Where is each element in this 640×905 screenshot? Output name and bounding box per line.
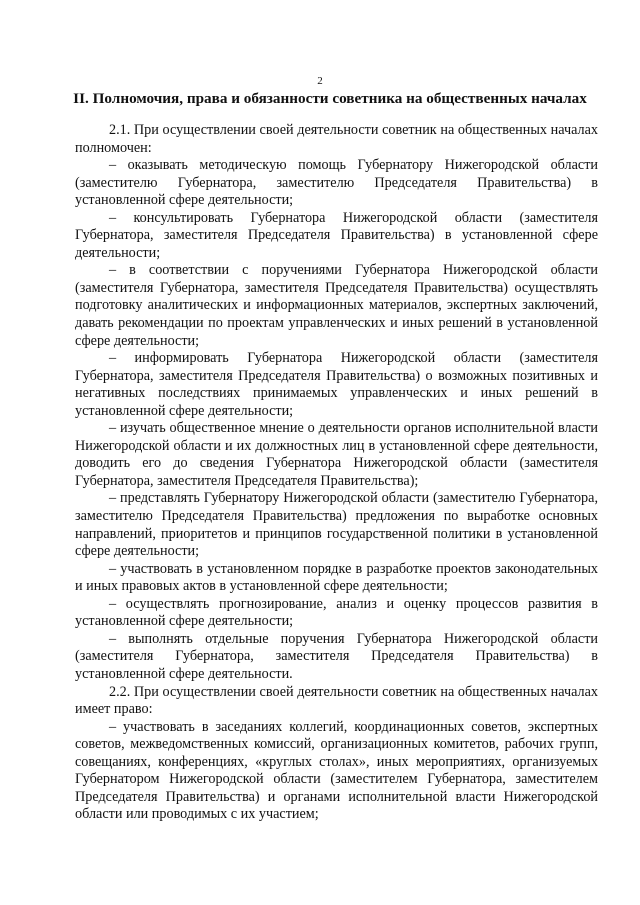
list-item: – выполнять отдельные поручения Губернатора Нижегородской области (заместителя Губернатора, заместителя Председателя Правительства) в установленной сфере деятельности.: [75, 630, 598, 682]
document-body: [75, 122, 598, 824]
list-item: – осуществлять прогнозирование, анализ и оценку процессов развития в установленной сфере деятельности;: [75, 595, 598, 630]
section-title: II. Полномочия, права и обязанности советника на общественных началах: [73, 90, 587, 107]
list-item: – участвовать в установленном порядке в разработке проектов законодательных и иных правовых актов в установленной сфере деятельности;: [75, 560, 598, 595]
list-item: – консультировать Губернатора Нижегородской области (заместителя Губернатора, заместителя Председателя Правительства) в установленной сфере деятельности;: [75, 209, 598, 261]
list-item: – изучать общественное мнение о деятельности органов исполнительной власти Нижегородской области и их должностных лиц в установленной сфере деятельности, доводить его до сведения Губернатора Нижегородской области (заместителя Губернатора, заместителя Председателя Правительства);: [75, 420, 598, 489]
list-item: – участвовать в заседаниях коллегий, координационных советов, экспертных советов, межведомственных комиссий, организационных комитетов, рабочих групп, совещаниях, конференциях, «круглых столах», иных мероприятиях, организуемых Губернатором Нижегородской области (заместителем Губернатора, заместителем Председателя Правительства) и органами исполнительной власти Нижегородской области или проводимых с их участием;: [75, 718, 598, 823]
list-item: – в соответствии с поручениями Губернатора Нижегородской области (заместителя Губернатора, заместителя Председателя Правительства) осуществлять подготовку аналитических и информационных материалов, экспертных заключений, давать рекомендации по проектам управленческих и иных решений в установленной сфере деятельности;: [75, 262, 598, 349]
paragraph-2-2: 2.2. При осуществлении своей деятельности советник на общественных началах имеет право:: [75, 683, 598, 718]
page-number: 2: [317, 75, 323, 87]
list-item: – оказывать методическую помощь Губернатору Нижегородской области (заместителю Губернатора, заместителю Председателя Правительства) в установленной сфере деятельности;: [75, 157, 598, 209]
paragraph-2-1: 2.1. При осуществлении своей деятельности советник на общественных началах полномочен:: [75, 122, 598, 156]
list-item: – информировать Губернатора Нижегородской области (заместителя Губернатора, заместителя Председателя Правительства) о возможных позитивных и негативных последствиях принимаемых управленческих и иных решений в установленной сфере деятельности;: [75, 350, 598, 419]
list-item: – представлять Губернатору Нижегородской области (заместителю Губернатора, заместителю Председателя Правительства) предложения по выработке основных направлений, приоритетов и принципов государственной политики в установленной сфере деятельности;: [75, 490, 598, 560]
